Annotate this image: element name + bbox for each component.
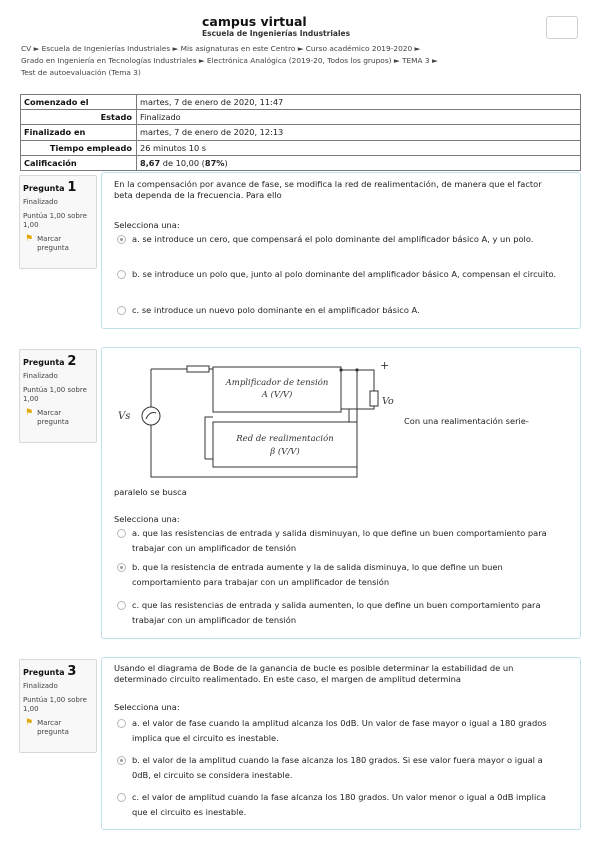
summary-row-grade bbox=[21, 155, 581, 170]
option-label: b. se introduce un polo que, junto al polo dominante del amplificador básico A, compensan el circuito. bbox=[132, 269, 557, 279]
breadcrumb-line-3[interactable]: Test de autoevaluación (Tema 3) bbox=[21, 68, 141, 77]
site-title[interactable]: campus virtual bbox=[202, 14, 307, 29]
radio[interactable] bbox=[117, 793, 126, 802]
feedback-circuit-diagram bbox=[112, 357, 402, 484]
radio-selected[interactable] bbox=[117, 563, 126, 572]
question-3-text: Usando el diagrama de Bode de la ganancia de bucle es posible determinar la estabilidad de un determinado circuito realimentado. En este caso, el margen de amplitud determina bbox=[114, 663, 514, 684]
feedback-gain: β (V/V) bbox=[270, 447, 300, 457]
breadcrumb bbox=[21, 43, 581, 79]
radio[interactable] bbox=[117, 601, 126, 610]
question-1-info bbox=[19, 175, 97, 269]
question-3-info bbox=[19, 659, 97, 753]
question-1-title bbox=[23, 180, 93, 195]
option-label: b. que la resistencia de entrada aumente y la de salida disminuya, lo que define un buen comportamiento para trabajar con un amplificador de tensión bbox=[132, 562, 503, 587]
question-2-info bbox=[19, 349, 97, 443]
input-resistor bbox=[187, 366, 209, 372]
question-3-flag[interactable] bbox=[23, 719, 93, 737]
grade-close: ) bbox=[224, 157, 228, 168]
summary-row-state bbox=[21, 110, 581, 125]
grade-label: Calificación bbox=[21, 155, 137, 170]
question-3-option-c[interactable] bbox=[117, 790, 562, 820]
question-2-state: Finalizado bbox=[23, 372, 58, 380]
question-word: Pregunta bbox=[23, 668, 65, 677]
option-label: c. que las resistencias de entrada y salida aumenten, lo que define un buen comportamiento para trabajar con un amplificador de tensión bbox=[132, 600, 541, 625]
voltage-source bbox=[142, 407, 160, 425]
load-resistor bbox=[370, 391, 378, 406]
question-1-state: Finalizado bbox=[23, 198, 58, 206]
question-2-title bbox=[23, 354, 93, 369]
radio[interactable] bbox=[117, 719, 126, 728]
question-2-text-cont: paralelo se busca bbox=[114, 487, 187, 497]
state-label: Estado bbox=[21, 110, 137, 125]
radio[interactable] bbox=[117, 529, 126, 538]
question-3-points: Puntúa 1,00 sobre 1,00 bbox=[23, 696, 87, 713]
question-2-text-right: Con una realimentación serie- bbox=[404, 416, 529, 426]
question-2-prompt: Selecciona una: bbox=[114, 514, 180, 524]
grade-rest: de 10,00 ( bbox=[160, 157, 205, 168]
flag-label[interactable]: Marcar pregunta bbox=[37, 719, 69, 736]
flag-label[interactable]: Marcar pregunta bbox=[37, 235, 69, 252]
radio-selected[interactable] bbox=[117, 235, 126, 244]
question-2-option-c[interactable] bbox=[117, 598, 562, 628]
started-value: martes, 7 de enero de 2020, 11:47 bbox=[137, 95, 581, 110]
option-label: a. el valor de fase cuando la amplitud alcanza los 0dB. Un valor de fase mayor o igual a 180 grados implica que el circuito es inestable. bbox=[132, 718, 547, 743]
site-subtitle: Escuela de Ingenierías Industriales bbox=[202, 29, 351, 38]
state-value: Finalizado bbox=[137, 110, 581, 125]
question-number: 1 bbox=[67, 180, 77, 195]
question-1-option-a[interactable] bbox=[117, 232, 562, 247]
flag-icon[interactable]: ⚑ bbox=[25, 408, 34, 418]
wire-feedback-return bbox=[205, 417, 213, 459]
plus-sign: + bbox=[380, 359, 390, 372]
breadcrumb-line-2[interactable]: Grado en Ingeniería en Tecnologías Industriales ► Electrónica Analógica (2019-20, Todos los grupos) ► TEMA 3 ► bbox=[21, 56, 438, 65]
amplifier-gain: A (V/V) bbox=[261, 390, 293, 400]
flag-icon[interactable]: ⚑ bbox=[25, 234, 34, 244]
time-label: Tiempo empleado bbox=[21, 140, 137, 155]
question-1-text: En la compensación por avance de fase, se modifica la red de realimentación, de manera que el factor beta dependa de la frecuencia. Para ello bbox=[114, 179, 542, 200]
radio-selected[interactable] bbox=[117, 756, 126, 765]
question-1-option-b[interactable] bbox=[117, 267, 562, 282]
question-2-points: Puntúa 1,00 sobre 1,00 bbox=[23, 386, 87, 403]
sense-node bbox=[355, 368, 358, 371]
option-label: c. el valor de amplitud cuando la fase alcanza los 180 grados. Un valor menor o igual a 0dB implica que el circuito es inestable. bbox=[132, 792, 546, 817]
question-3-option-a[interactable] bbox=[117, 716, 562, 746]
question-word: Pregunta bbox=[23, 358, 65, 367]
breadcrumb-line-1[interactable]: CV ► Escuela de Ingenierías Industriales ► Mis asignaturas en este Centro ► Curso académico 2019-2020 ► bbox=[21, 44, 421, 53]
output-node bbox=[339, 368, 342, 371]
question-number: 2 bbox=[67, 354, 77, 369]
flag-label[interactable]: Marcar pregunta bbox=[37, 409, 69, 426]
option-label: c. se introduce un nuevo polo dominante en el amplificador básico A. bbox=[132, 305, 420, 315]
question-2-content bbox=[101, 347, 581, 639]
question-2-option-a[interactable] bbox=[117, 526, 562, 556]
summary-row-finished bbox=[21, 125, 581, 140]
question-1-points: Puntúa 1,00 sobre 1,00 bbox=[23, 212, 87, 229]
question-3-state: Finalizado bbox=[23, 682, 58, 690]
question-1-content bbox=[101, 172, 581, 329]
menu-button[interactable] bbox=[546, 16, 578, 39]
question-1-flag[interactable] bbox=[23, 235, 93, 253]
feedback-block bbox=[213, 422, 357, 467]
question-3-content bbox=[101, 657, 581, 830]
attempt-summary-table bbox=[20, 94, 581, 171]
amplifier-title: Amplificador de tensión bbox=[225, 378, 329, 388]
question-3-title bbox=[23, 664, 93, 679]
radio[interactable] bbox=[117, 306, 126, 315]
feedback-title: Red de realimentación bbox=[236, 434, 334, 444]
started-label: Comenzado el bbox=[21, 95, 137, 110]
flag-icon[interactable]: ⚑ bbox=[25, 718, 34, 728]
finished-label: Finalizado en bbox=[21, 125, 137, 140]
source-label: Vs bbox=[118, 411, 131, 422]
wire-feedback-sense bbox=[349, 370, 357, 422]
summary-row-time bbox=[21, 140, 581, 155]
summary-row-started bbox=[21, 95, 581, 110]
question-2-flag[interactable] bbox=[23, 409, 93, 427]
option-label: a. que las resistencias de entrada y salida disminuyan, lo que define un buen comportamiento para trabajar con un amplificador de tensión bbox=[132, 528, 547, 553]
option-label: b. el valor de la amplitud cuando la fase alcanza los 180 grados. Si ese valor fuera mayor o igual a 0dB, el circuito se considera inestable. bbox=[132, 755, 543, 780]
question-2-option-b[interactable] bbox=[117, 560, 562, 590]
radio[interactable] bbox=[117, 270, 126, 279]
question-number: 3 bbox=[67, 664, 77, 679]
question-3-prompt: Selecciona una: bbox=[114, 702, 180, 712]
grade-percent: 87% bbox=[204, 157, 225, 168]
question-1-prompt: Selecciona una: bbox=[114, 220, 180, 230]
question-word: Pregunta bbox=[23, 184, 65, 193]
output-label: Vo bbox=[382, 396, 394, 407]
time-value: 26 minutos 10 s bbox=[137, 140, 581, 155]
question-1-option-c[interactable] bbox=[117, 303, 562, 318]
question-3-option-b[interactable] bbox=[117, 753, 562, 783]
grade-value bbox=[137, 155, 581, 170]
option-label: a. se introduce un cero, que compensará el polo dominante del amplificador básico A, y un polo. bbox=[132, 234, 534, 244]
grade-score: 8,67 bbox=[140, 157, 161, 168]
finished-value: martes, 7 de enero de 2020, 12:13 bbox=[137, 125, 581, 140]
